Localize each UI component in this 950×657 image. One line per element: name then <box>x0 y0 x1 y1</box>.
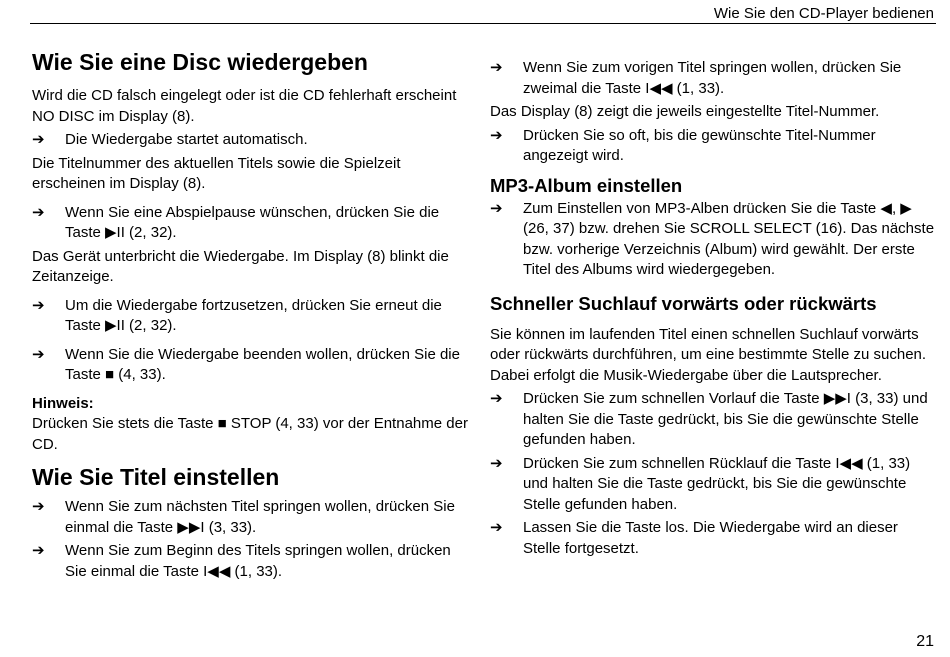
list-item: ➔ Zum Einstellen von MP3-Alben drücken Sie die Taste ◀, ▶ (26, 37) bzw. drehen Sie SCROLL SELECT (16). Das nächste bzw. vorherige Verzeichnis (Album) wird gewählt. Der erste Titel des Albums wird wiedergegeben. <box>490 199 935 281</box>
heading-disc: Wie Sie eine Disc wiedergeben <box>32 49 368 75</box>
arrow-icon: ➔ <box>490 519 503 536</box>
arrow-icon: ➔ <box>490 390 503 407</box>
paragraph: Das Display (8) zeigt die jeweils eingestellte Titel-Nummer. <box>490 103 880 120</box>
list-item: ➔ Lassen Sie die Taste los. Die Wiedergabe wird an dieser Stelle fortgesetzt. <box>490 518 935 559</box>
arrow-icon: ➔ <box>32 498 45 515</box>
list-item: ➔ Die Wiedergabe startet automatisch. <box>32 130 470 151</box>
note-text: Drücken Sie stets die Taste ■ STOP (4, 33) vor der Entnahme der CD. <box>32 415 468 453</box>
note <box>32 394 470 415</box>
heading-suchlauf: Schneller Suchlauf vorwärts oder rückwärts <box>490 292 877 314</box>
list-item: ➔ Wenn Sie zum Beginn des Titels springen wollen, drücken Sie einmal die Taste I◀◀ (1, 33). <box>32 541 470 582</box>
list-item: ➔ Drücken Sie zum schnellen Vorlauf die Taste ▶▶I (3, 33) und halten Sie die Taste gedrückt, bis Sie die gewünschte Stelle gefunden haben. <box>490 389 935 451</box>
arrow-icon: ➔ <box>32 296 45 314</box>
arrow-icon: ➔ <box>490 126 503 144</box>
arrow-icon: ➔ <box>32 542 45 559</box>
running-header: Wie Sie den CD-Player bedienen <box>713 5 934 22</box>
paragraph: Wird die CD falsch eingelegt oder ist die CD fehlerhaft erscheint NO DISC im Display (8). <box>32 87 457 125</box>
list-item: ➔ Drücken Sie so oft, bis die gewünschte Titel-Nummer angezeigt wird. <box>490 126 935 167</box>
heading-titel: Wie Sie Titel einstellen <box>32 464 280 490</box>
heading-mp3: MP3-Album einstellen <box>490 174 683 196</box>
paragraph: Das Gerät unterbricht die Wiedergabe. Im Display (8) blinkt die Zeitanzeige. <box>32 247 449 285</box>
arrow-icon: ➔ <box>490 199 503 217</box>
paragraph: Die Titelnummer des aktuellen Titels sowie die Spielzeit erscheinen im Display (8). <box>32 154 401 192</box>
left-column <box>32 48 470 585</box>
paragraph: Sie können im laufenden Titel einen schnellen Suchlauf vorwärts oder rückwärts durchführen, um eine bestimmte Stelle zu suchen. Dabei erfolgt die Musik-Wiedergabe über die Lautsprecher. <box>490 325 927 384</box>
arrow-icon: ➔ <box>32 203 45 221</box>
list-item: ➔ Drücken Sie zum schnellen Rücklauf die Taste I◀◀ (1, 33) und halten Sie die Taste gedrückt, bis Sie die gewünschte Stelle gefunden haben. <box>490 454 935 516</box>
list-item: ➔ Wenn Sie zum nächsten Titel springen wollen, drücken Sie einmal die Taste ▶▶I (3, 33). <box>32 497 470 538</box>
header-rule <box>30 23 936 24</box>
list-item: ➔ Um die Wiedergabe fortzusetzen, drücken Sie erneut die Taste ▶II (2, 32). <box>32 296 470 337</box>
right-column <box>490 58 935 562</box>
arrow-icon: ➔ <box>490 59 503 76</box>
note-label: Hinweis: <box>32 394 94 412</box>
list-item: ➔ Wenn Sie zum vorigen Titel springen wollen, drücken Sie zweimal die Taste I◀◀ (1, 33). <box>490 58 935 99</box>
list-item: ➔ Wenn Sie die Wiedergabe beenden wollen, drücken Sie die Taste ■ (4, 33). <box>32 345 470 386</box>
arrow-icon: ➔ <box>490 454 503 472</box>
page-number: 21 <box>916 633 934 650</box>
arrow-icon: ➔ <box>32 345 45 363</box>
list-item: ➔ Wenn Sie eine Abspielpause wünschen, drücken Sie die Taste ▶II (2, 32). <box>32 203 470 244</box>
arrow-icon: ➔ <box>32 131 45 148</box>
